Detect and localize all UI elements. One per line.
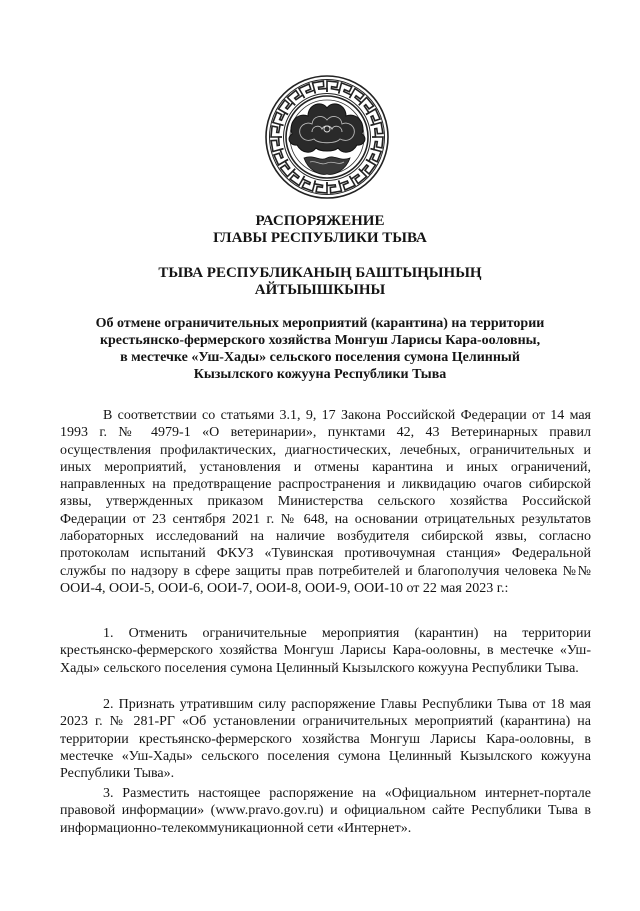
title-line: Об отмене ограничительных мероприятий (карантина) на территории <box>95 316 545 331</box>
meander-segment <box>370 137 383 150</box>
title-line: в местечке «Уш-Хады» сельского поселения сумона Целинный <box>120 350 520 365</box>
meander-segment <box>271 124 284 137</box>
order-item-3: 3. Разместить настоящее распоряжение на «Официальном интернет-портале правовой информации» (www.pravo.gov.ru) и официальном сайте Республики Тыва в информационно-телекоммуникационной сети «Интернет». <box>60 786 591 836</box>
document-type-heading <box>50 213 590 247</box>
meander-segment <box>313 81 327 93</box>
preamble-paragraph: В соответствии со статьями 3.1, 9, 17 Закона Российской Федерации от 14 мая 1993 г. № 4979-1 «О ветеринарии», пунктами 42, 43 Ветеринарных правил осуществления профилактических, диагностических, лечебных, ограничительных и иных мероприятий, установления и отмены карантина и иных ограничений, направленных на предотвращение распространения и ликвидацию очагов сибирской язвы, утвержденных приказом Министерства сельского хозяйства Российской Федерации от 23 сентября 2021 г. № 648, на основании отрицательных результатов лабораторных исследований на наличие возбудителя сибирской язвы, согласно протоколам испытаний ФКУЗ «Тувинская противочумная станция» Федеральной службы по надзору в сфере защиты прав потребителей и благополучия человека №№ ООИ-4, ООИ-5, ООИ-6, ООИ-7, ООИ-8, ООИ-9, ООИ-10 от 22 мая 2023 г.: <box>60 408 591 596</box>
document-title <box>50 315 590 383</box>
title-line: крестьянско-фермерского хозяйства Монгуш Ларисы Кара-ооловны, <box>99 333 541 348</box>
meander-segment <box>327 180 341 192</box>
heading-line: АЙТЫЫШКЫНЫ <box>254 282 386 298</box>
order-item-2: 2. Признать утратившим силу распоряжение Главы Республики Тыва от 18 мая 2023 г. № 281-РГ «Об установлении ограничительных мероприятий (карантина) на территории крестьянско-фермерского хозяйства Монгуш Ларисы Кара-ооловны, в местечке «Уш-Хады» сельского поселения сумона Целинный Кызылского кожууна Республики Тыва». <box>60 697 591 782</box>
document-type-heading-tuvan <box>50 265 590 299</box>
coat-of-arms-emblem <box>264 74 390 200</box>
heading-line: ГЛАВЫ РЕСПУБЛИКИ ТЫВА <box>213 230 427 246</box>
meander-segment <box>370 123 382 137</box>
heading-line: РАСПОРЯЖЕНИЕ <box>255 213 385 229</box>
order-item-1: 1. Отменить ограничительные мероприятия (карантин) на территории крестьянско-фермерского хозяйства Монгуш Ларисы Кара-ооловны, в местечке «Уш-Хады» сельского поселения сумона Целинный Кызылского кожууна Республики Тыва. <box>60 626 591 676</box>
title-line: Кызылского кожууна Республики Тыва <box>193 367 447 382</box>
meander-segment <box>314 180 327 193</box>
heading-line: ТЫВА РЕСПУБЛИКАНЫҢ БАШТЫҢЫНЫҢ <box>158 265 482 281</box>
meander-segment <box>271 137 283 151</box>
meander-segment <box>327 81 340 94</box>
